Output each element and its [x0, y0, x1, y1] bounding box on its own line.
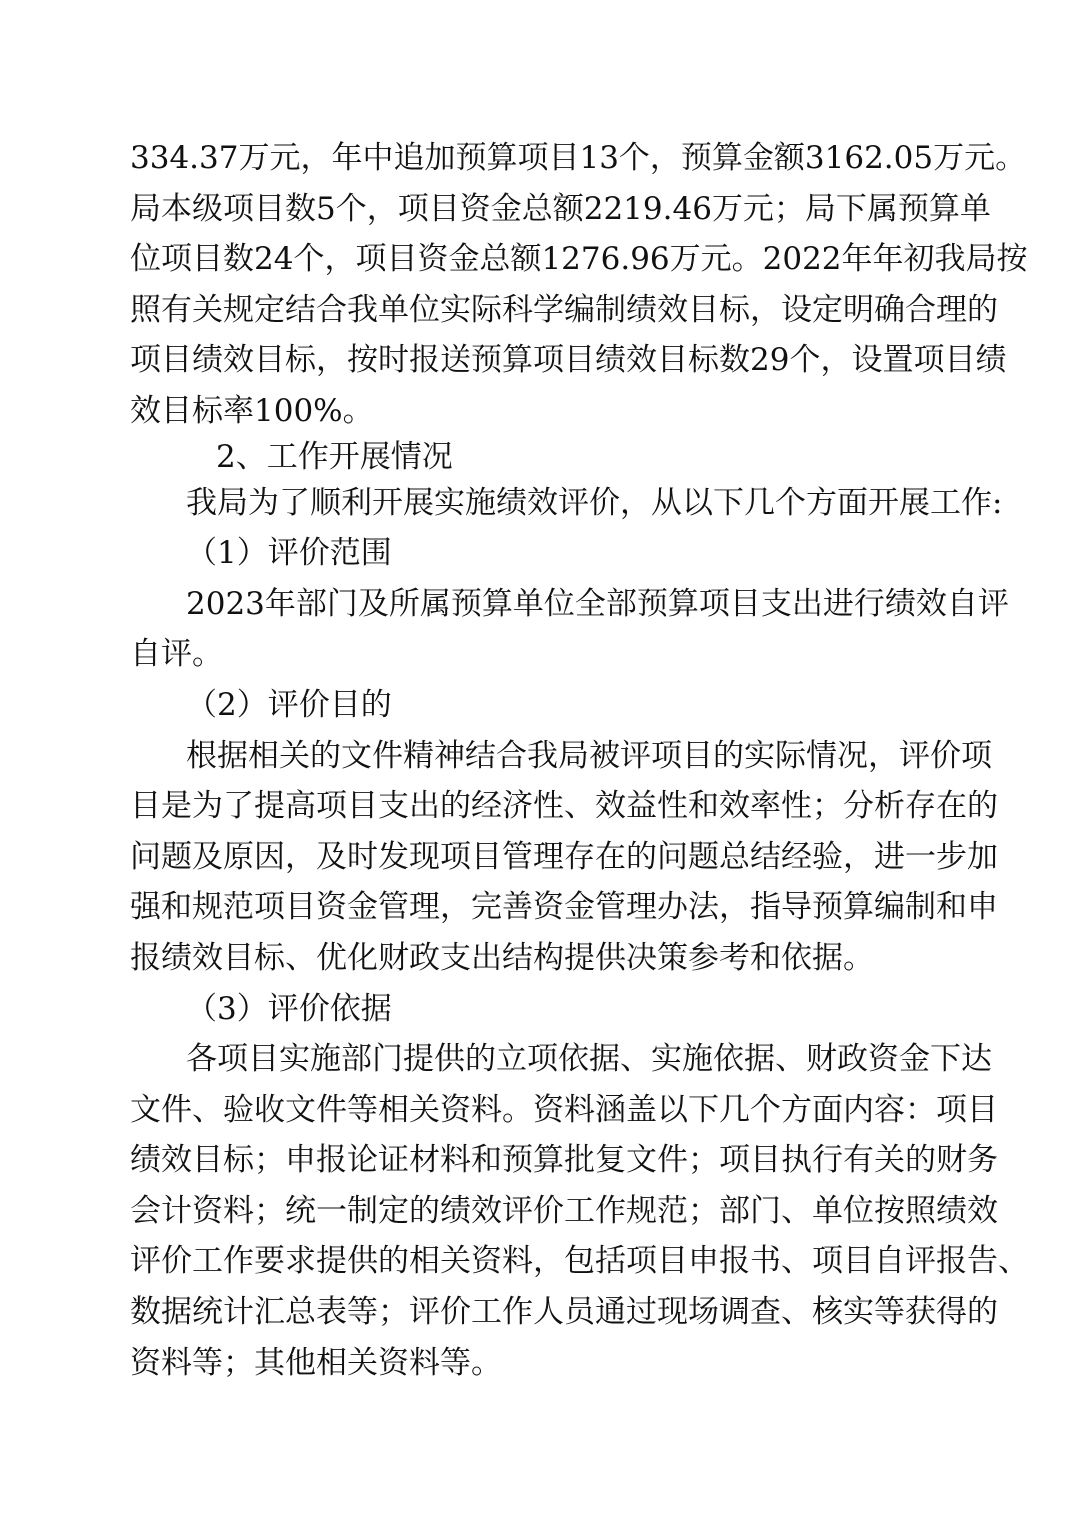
text-line: 项目绩效目标，按时报送预算项目绩效目标数29个，设置项目绩 — [130, 342, 1007, 379]
paragraph-budget-summary — [130, 133, 1028, 437]
text-line: 数据统计汇总表等；评价工作人员通过现场调查、核实等获得的 — [130, 1294, 998, 1331]
text-line: 资料等；其他相关资料等。 — [130, 1344, 502, 1381]
text-line: 会计资料；统一制定的绩效评价工作规范；部门、单位按照绩效 — [130, 1192, 998, 1229]
text-line: 照有关规定结合我单位实际科学编制绩效目标，设定明确合理的 — [130, 291, 998, 328]
paragraph-purpose — [130, 731, 998, 984]
text-line: 各项目实施部门提供的立项依据、实施依据、财政资金下达 — [186, 1041, 992, 1078]
subheading-scope: （1）评价范围 — [186, 535, 392, 572]
text-line: 自评。 — [130, 636, 223, 673]
subheading-purpose: （2）评价目的 — [186, 686, 392, 723]
text-line: 报绩效目标、优化财政支出结构提供决策参考和依据。 — [130, 939, 874, 976]
text-line: 强和规范项目资金管理，完善资金管理办法，指导预算编制和申 — [130, 889, 998, 926]
document-page — [130, 133, 1029, 1388]
text-line: 文件、验收文件等相关资料。资料涵盖以下几个方面内容：项目 — [130, 1091, 998, 1128]
text-line: 效目标率100%。 — [130, 392, 374, 429]
paragraph-scope — [130, 579, 1009, 680]
text-line: 334.37万元，年中追加预算项目13个，预算金额3162.05万元。 — [130, 140, 1027, 176]
text-line: 绩效目标；申报论证材料和预算批复文件；项目执行有关的财务 — [130, 1142, 998, 1179]
paragraph-intro: 我局为了顺利开展实施绩效评价，从以下几个方面开展工作: — [186, 484, 1003, 521]
paragraph-basis — [130, 1034, 1029, 1388]
section-heading: 2、工作开展情况 — [216, 438, 453, 475]
text-line: 局本级项目数5个，项目资金总额2219.46万元；局下属预算单 — [130, 190, 991, 227]
text-line: 评价工作要求提供的相关资料，包括项目申报书、项目自评报告、 — [130, 1243, 1029, 1280]
subheading-basis: （3）评价依据 — [186, 990, 392, 1027]
text-line: 2023年部门及所属预算单位全部预算项目支出进行绩效自评 — [186, 585, 1009, 622]
text-line: 位项目数24个，项目资金总额1276.96万元。2022年年初我局按 — [130, 241, 1028, 278]
text-line: 目是为了提高项目支出的经济性、效益性和效率性；分析存在的 — [130, 788, 998, 825]
text-line: 问题及原因，及时发现项目管理存在的问题总结经验，进一步加 — [130, 838, 998, 875]
text-line: 根据相关的文件精神结合我局被评项目的实际情况，评价项 — [186, 737, 992, 774]
